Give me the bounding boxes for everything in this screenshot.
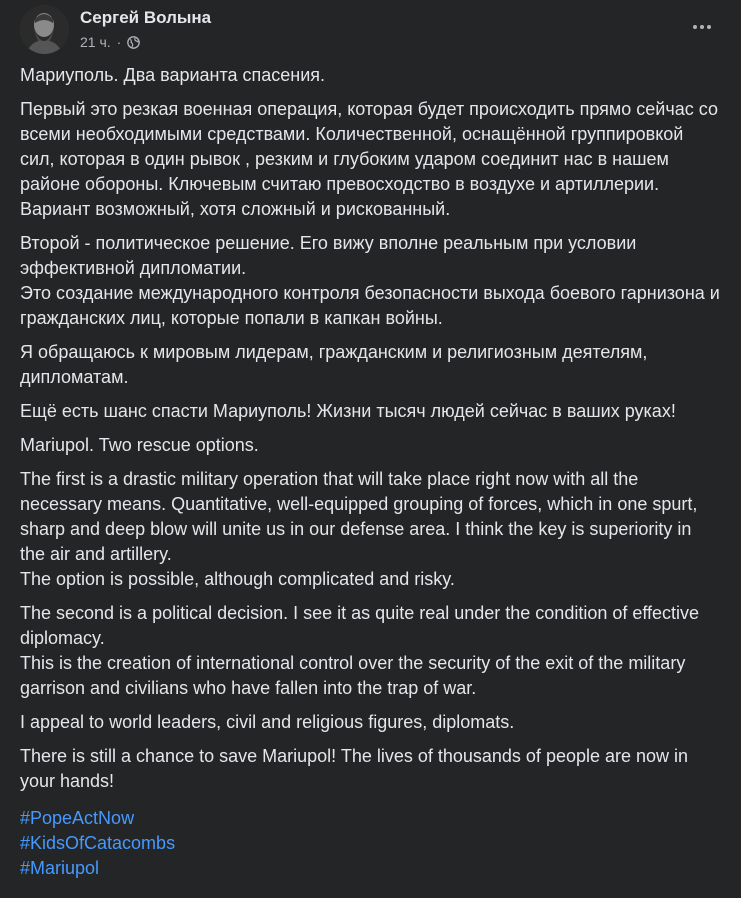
post-paragraph: Первый это резкая военная операция, которая будет происходить прямо сейчас со всеми необходимыми средствами. Количественной, оснащённой группировкой сил, которая в один рывок , резким и глубоким ударом соединит нас в нашем районе обороны. Ключевым считаю превосходство в воздухе и артиллерии. Вариант возможный, хотя сложный и рискованный. xyxy=(20,99,718,219)
hashtag-link[interactable]: #KidsOfCatacombs xyxy=(20,833,176,853)
more-dot xyxy=(707,25,711,29)
globe-icon xyxy=(127,36,140,49)
more-dot xyxy=(700,25,704,29)
post-paragraph: There is still a chance to save Mariupol! The lives of thousands of people are now in your hands! xyxy=(20,746,689,791)
author-avatar[interactable] xyxy=(20,5,69,54)
avatar-photo xyxy=(20,5,69,54)
post-paragraph: Второй - политическое решение. Его вижу вполне реальным при условии эффективной дипломатии. Это создание международного контроля безопасности выхода боевого гарнизона и гражданских лиц, которые попали в капкан войны. xyxy=(20,233,720,328)
post-body xyxy=(20,63,720,881)
post-time[interactable]: 21 ч. xyxy=(80,34,111,50)
meta-separator: · xyxy=(116,34,122,50)
hashtag-list xyxy=(20,806,720,881)
hashtag-link[interactable]: #Mariupol xyxy=(20,858,100,878)
post-header xyxy=(20,5,720,55)
author-name[interactable]: Сергей Волына xyxy=(80,8,212,27)
post-paragraph: Я обращаюсь к мировым лидерам, гражданским и религиозным деятелям, дипломатам. xyxy=(20,342,648,387)
post-paragraph: Ещё есть шанс спасти Мариуполь! Жизни тысяч людей сейчас в ваших руках! xyxy=(20,401,676,421)
post-paragraph: Мариуполь. Два варианта спасения. xyxy=(20,65,326,85)
post-paragraph: I appeal to world leaders, civil and religious figures, diplomats. xyxy=(20,712,515,732)
more-options-button[interactable] xyxy=(684,13,720,41)
post-paragraph: Mariupol. Two rescue options. xyxy=(20,435,259,455)
hashtag-link[interactable]: #PopeActNow xyxy=(20,808,135,828)
more-horizontal-icon xyxy=(693,25,697,29)
post-paragraph: The first is a drastic military operation that will take place right now with all the necessary means. Quantitative, well-equipped grouping of forces, which in one spurt, sharp and deep blow will unite us in our defense area. I think the key is superiority in the air and artillery. The option is possible, although complicated and risky. xyxy=(20,469,698,589)
post-paragraph: The second is a political decision. I see it as quite real under the condition of effective diplomacy. This is the creation of international control over the security of the exit of the military garrison and civilians who have fallen into the trap of war. xyxy=(20,603,700,698)
post-meta xyxy=(80,34,140,50)
